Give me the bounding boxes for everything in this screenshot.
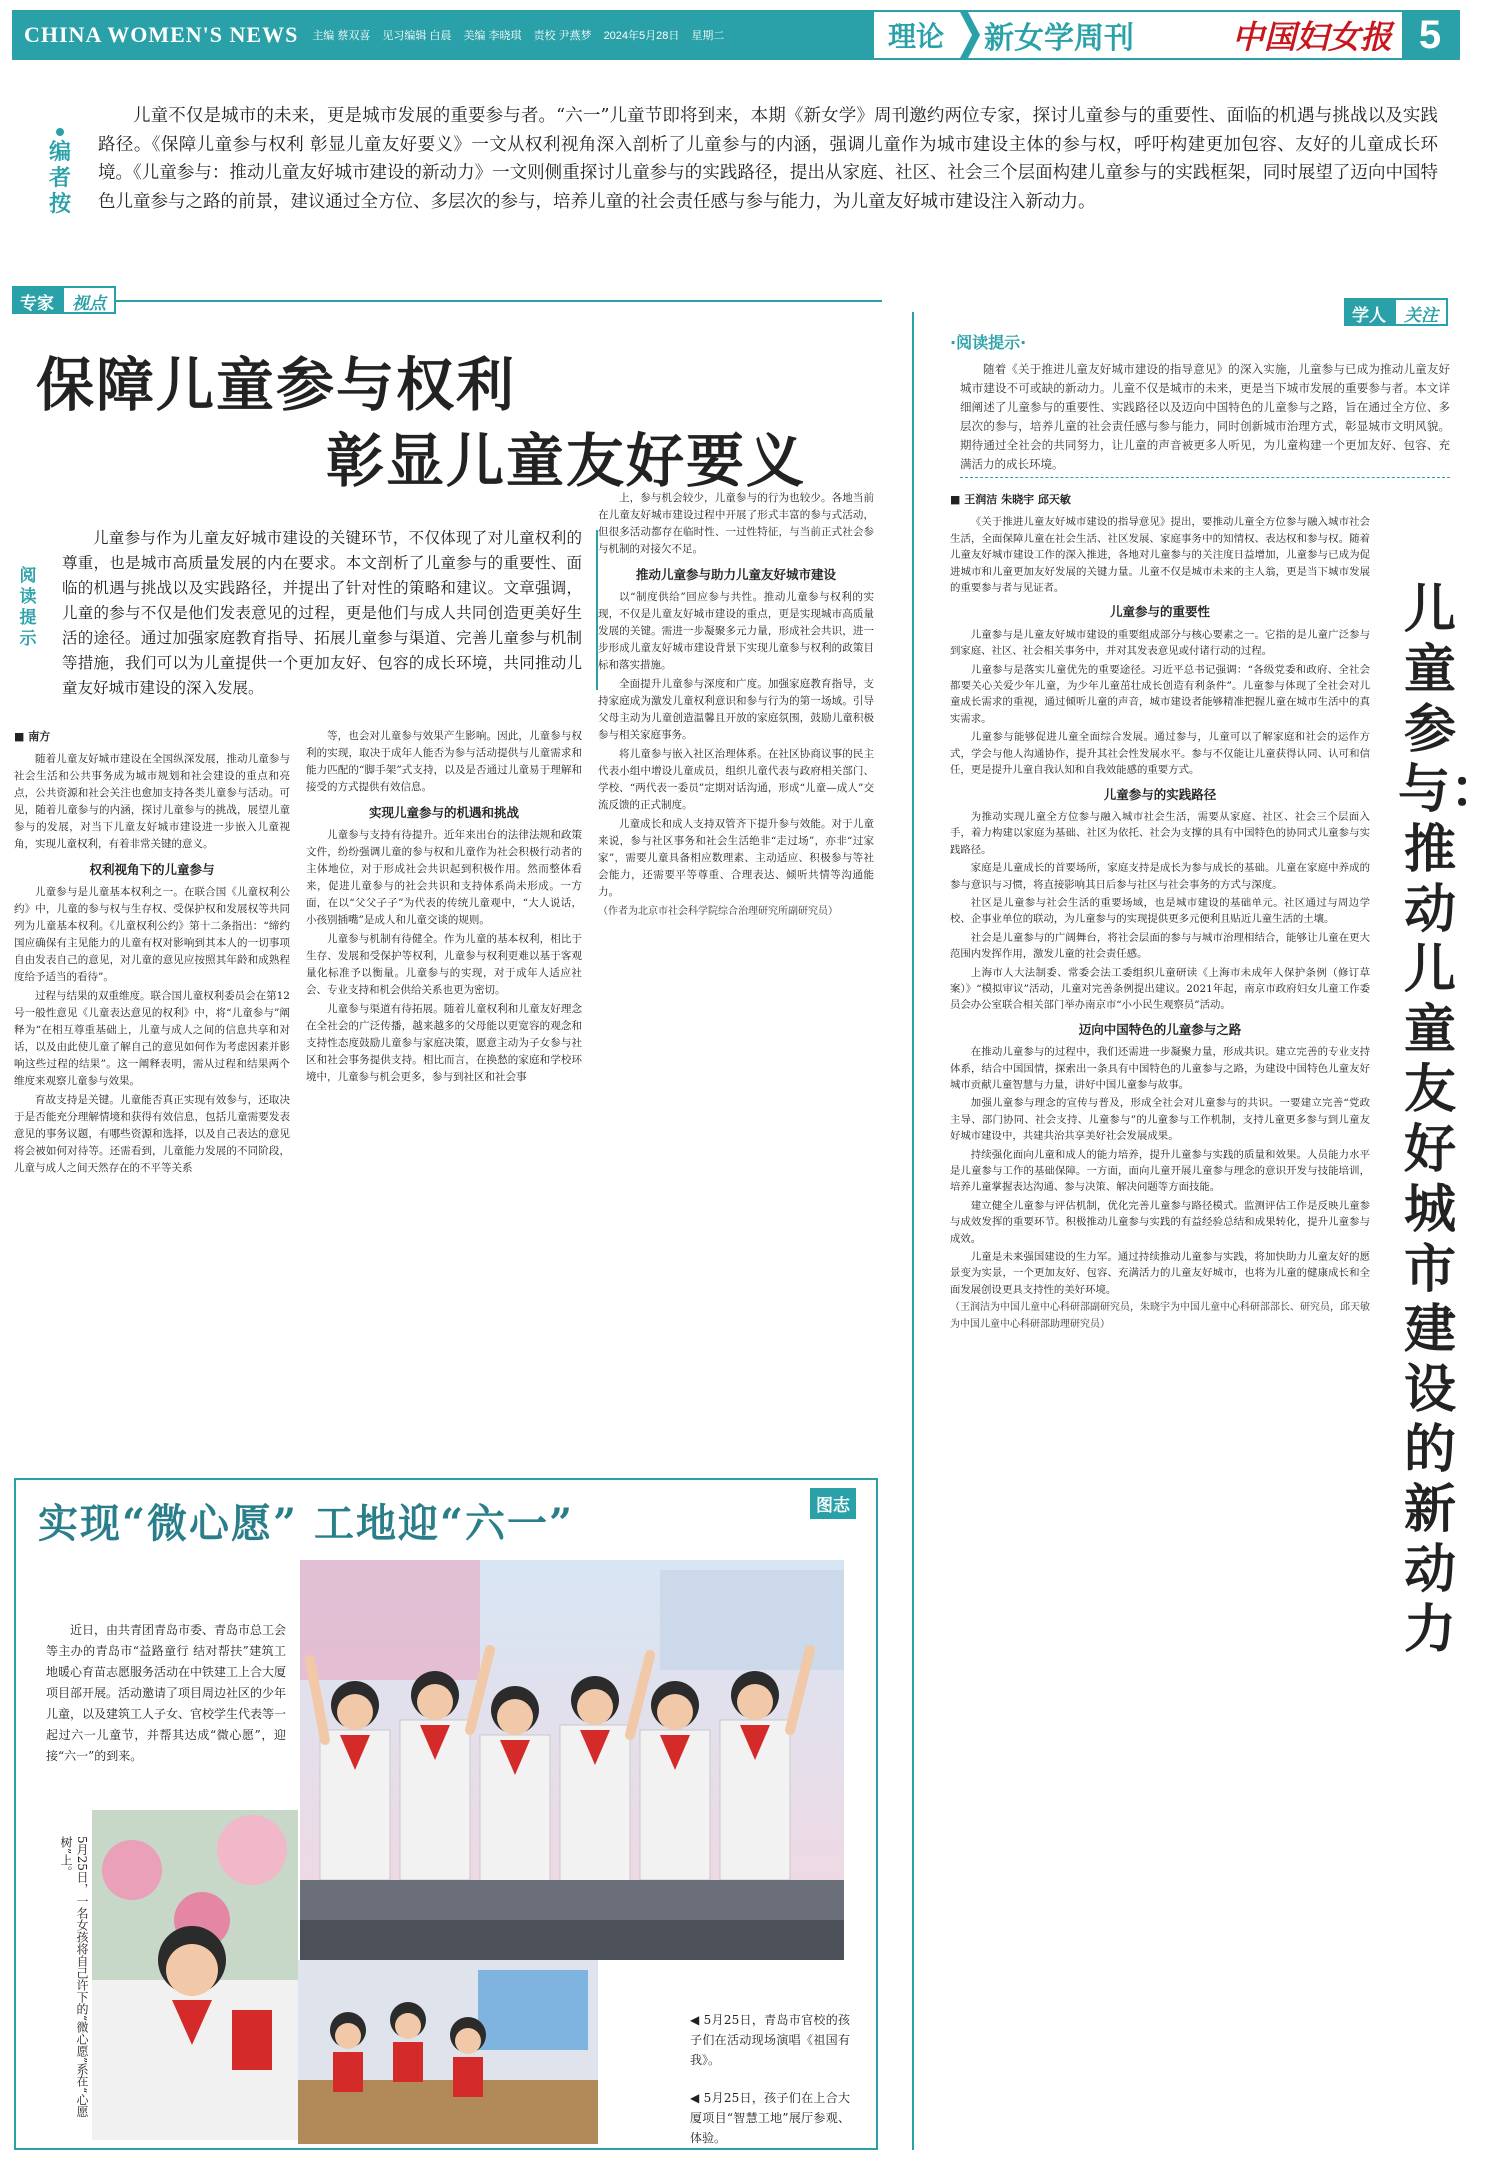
- paragraph: 育故支持是关键。儿童能否真正实现有效参与，还取决于是否能充分理解情境和获得有效信息，包括儿童需要发表意见的事务议题，有哪些资源和选择，以及自己表达的意见将会被如何对待等。还需看到，儿童能力发展的不同阶段，儿童与成人之间天然存在的不平等关系: [14, 1094, 290, 1174]
- photo-story-tag: 图志: [810, 1488, 856, 1519]
- staff-credits: [312, 27, 724, 43]
- paragraph: 儿童参与是儿童友好城市建设的重要组成部分与核心要素之一。它指的是儿童广泛参与到家庭、社区、社会相关事务中，并对其发表意见或付诸行动的过程。: [950, 628, 1370, 658]
- subheading: 权利视角下的儿童参与: [89, 862, 215, 877]
- editors-note-tag: 编者按: [48, 140, 71, 217]
- article1-col1: [14, 728, 290, 1179]
- article2-guide: 随着《关于推进儿童友好城市建设的指导意见》的深入实施，儿童参与已成为推动儿童友好城市建设不可或缺的新动力。儿童不仅是城市的未来，更是当下城市发展的重要参与者。本文详细阐述了儿童参与的重要性、实践路径以及迈向中国特色的儿童参与之路，旨在通过全方位、多层次的参与，培养儿童的社会责任感与参与能力，同时创新城市治理方式，彰显城市文明风貌。期待通过全社会的共同努力，让儿童的声音被更多人听见，为儿童构建一个更加友好、包容、充满活力的成长环境。: [960, 362, 1450, 471]
- subheading: 实现儿童参与的机遇和挑战: [368, 805, 519, 820]
- caption-wish: 5月25日，一名女孩将自己许下的“微心愿”系在“心愿树”上。: [59, 1836, 89, 2118]
- paragraph: 建立健全儿童参与评估机制，优化完善儿童参与路径模式。监测评估工作是反映儿童参与成效发挥的重要环节。积极推动儿童参与实践的有益经验总结和成果转化，提升儿童参与成效。: [950, 1199, 1370, 1245]
- subheading: 迈向中国特色的儿童参与之路: [1078, 1021, 1242, 1037]
- issue-date: 2024年5月28日: [603, 30, 680, 42]
- label-part-b: 视点: [62, 286, 116, 314]
- paragraph: 全面提升儿童参与深度和广度。加强家庭教育指导，支持家庭成为激发儿童权利意识和参与行为的第一场域。引导父母主动为儿童创造温馨且开放的家庭氛围，鼓励儿童积极参与相关家庭事务。: [598, 678, 874, 741]
- label-part-b: 关注: [1394, 298, 1448, 326]
- page-number: 5: [1402, 12, 1458, 58]
- paragraph: 过程与结果的双重维度。联合国儿童权利委员会在第12号一般性意见《儿童表达意见的权利》中，将“儿童参与”阐释为“在相互尊重基础上，儿童与成人之间的信息共享和对话，以及由此使儿童了解自己的意见如何作为考虑因素并影响这些过程的结果”。这一阐释表明，需从过程和结果两个维度来观察儿童参与效果。: [14, 990, 290, 1087]
- paragraph: 儿童参与是落实儿童优先的重要途径。习近平总书记强调：“各级党委和政府、全社会都要关心关爱少年儿童，为少年儿童茁壮成长创造有利条件”。儿童参与体现了全社会对儿童成长需求的重视，通过倾听儿童的声音，城市建设者能够精准把握儿童在城市生活中的真实需求。: [950, 663, 1370, 725]
- photo-story-title: 实现“微心愿” 工地迎“六一”: [38, 1500, 574, 1547]
- byline: ■ 南方: [14, 730, 51, 743]
- wish-tree-illustration: [92, 1810, 298, 2140]
- dot-icon: [56, 128, 64, 136]
- article1-guide: 儿童参与作为儿童友好城市建设的关键环节，不仅体现了对儿童权利的尊重，也是城市高质量发展的内在要求。本文剖析了儿童参与的重要性、面临的机遇与挑战以及实践路径，并提出了针对性的策略和建议。文章强调，儿童的参与不仅是他们发表意见的过程，更是他们与成人共同创造更美好生活的途径。通过加强家庭教育指导、拓展儿童参与渠道、完善儿童参与机制等措施，我们可以为儿童提供一个更加友好、包容的成长环境，共同推动儿童友好城市建设的深入发展。: [62, 529, 582, 697]
- masthead-right: [874, 12, 1402, 58]
- article2-title: 儿童参与：推动儿童友好城市建设的新动力: [1398, 579, 1502, 1660]
- paragraph: 儿童参与渠道有待拓展。随着儿童权利和儿童友好理念在全社会的广泛传播，越来越多的父母能以更宽容的观念和支持性态度鼓励儿童参与家庭决策，愿意主动为子女参与社区和社会事务提供支持。相比而言，在换愁的家庭和学校环境中，儿童参与机会更多，参与到社区和社会事: [306, 1003, 582, 1083]
- author-note: （王润洁为中国儿童中心科研部副研究员，朱晓宇为中国儿童中心科研部部长、研究员，邱天敏为中国儿童中心科研部助理研究员）: [950, 1302, 1370, 1330]
- byline: ■ 王润洁 朱晓宇 邱天敏: [950, 493, 1071, 506]
- exhibition-photo: [298, 1960, 598, 2144]
- triangle-icon: ◀: [690, 2091, 704, 2105]
- paragraph: 社区是儿童参与社会生活的重要场域，也是城市建设的基础单元。社区通过与周边学校、企事业单位的联动，为儿童参与的实现提供更多元便利且贴近儿童生活的土壤。: [950, 896, 1370, 926]
- wish-tree-photo: [92, 1810, 298, 2140]
- children-singing-illustration: [300, 1560, 844, 1960]
- section-divider: [12, 300, 882, 302]
- paragraph: 将儿童参与嵌入社区治理体系。在社区协商议事的民主代表小组中增设儿童成员，组织儿童代表与政府相关部门、学校、“两代表一委员”定期对话沟通，形成“儿童—成人”交流反馈的正式制度。: [598, 748, 874, 811]
- label-part-a: 学人: [1344, 298, 1394, 326]
- paragraph: 持续强化面向儿童和成人的能力培养，提升儿童参与实践的质量和效果。人员能力水平是儿童参与工作的基础保障。一方面，面向儿童开展儿童参与理念的意识开发与技能培训，培养儿童掌握表达沟通、参与决策、解决问题等方面技能。: [950, 1148, 1370, 1194]
- paragraph: 为推动实现儿童全方位参与融入城市社会生活，需要从家庭、社区、社会三个层面入手，着力构建以家庭为基础、社区为依托、社会为支撑的具有中国特色的协同式儿童参与实践路径。: [950, 810, 1370, 856]
- article1-title-line2: 彰显儿童友好要义: [326, 427, 807, 495]
- article1-title-line1: 保障儿童参与权利: [36, 351, 517, 419]
- paragraph: 儿童参与机制有待健全。作为儿童的基本权利，相比于生存、发展和受保护等权利，儿童参与权利更难以基于客观量化标准予以衡量。儿童参与的实现，对于成年人适应社会、专业支持和机会供给关系也更为密切。: [306, 933, 582, 996]
- paragraph: 上海市人大法制委、常委会法工委组织儿童研读《上海市未成年人保护条例（修订草案）》“模拟审议”活动，儿童对完善条例提出建议。2021年起，南京市政府妇女儿童工作委员会办公室联合相关部门举办南京市“小小民生观察员”活动。: [950, 966, 1370, 1012]
- exhibition-illustration: [298, 1960, 598, 2144]
- article1-col3: [598, 490, 874, 922]
- paragraph: 儿童是未来强国建设的生力军。通过持续推动儿童参与实践，将加快助力儿童友好的愿景变为实景，一个更加友好、包容、充满活力的儿童友好城市，也将为儿童的健康成长和全面发展创设更具支持性的美好环境。: [950, 1251, 1370, 1296]
- english-brand: CHINA WOMEN'S NEWS: [24, 22, 299, 47]
- photo-story-text: 近日，由共青团青岛市委、青岛市总工会等主办的青岛市“益路童行 结对帮扶”建筑工地暖心育苗志愿服务活动在中铁建工上合大厦项目部开展。活动邀请了项目周边社区的少年儿童，以及建筑工人子女、官校学生代表等一起过六一儿童节，并帮其达成“微心愿”，迎接“六一”的到来。: [46, 1623, 287, 1763]
- paper-logo: 中国妇女报: [1231, 18, 1392, 56]
- intern-credit: 见习编辑 白晨: [382, 30, 452, 42]
- article1-guide-tag: 阅读提示: [19, 566, 37, 649]
- paragraph: 儿童参与是儿童基本权利之一。在联合国《儿童权利公约》中，儿童的参与权与生存权、受保护权和发展权等共同列为儿童基本权利。《儿童权利公约》第十二条指出：“缔约国应确保有主见能力的儿童有权对影响到其本人的一切事项自由发表自己的意见，对儿童的意见应按照其年龄和成熟程度给予适当的看待”。: [14, 886, 290, 983]
- editors-note-text: 儿童不仅是城市的未来，更是城市发展的重要参与者。“六一”儿童节即将到来，本期《新女学》周刊邀约两位专家，探讨儿童参与的重要性、面临的机遇与挑战以及实践路径。《保障儿童参与权利 彰显儿童友好要义》一文从权利视角深入剖析了儿童参与的内涵，强调儿童作为城市建设主体的参与权，呼吁构建更加包容、友好的儿童成长环境。《儿童参与：推动儿童友好城市建设的新动力》一文则侧重探讨儿童参与的实践路径，提出从家庭、社区、社会三个层面构建儿童参与的实践框架，同时展望了迈向中国特色儿童参与之路的前景，建议通过全方位、多层次的参与，培养儿童的社会责任感与参与能力，为儿童友好城市建设注入新动力。: [98, 106, 1438, 212]
- paragraph: 社会是儿童参与的广阔舞台，将社会层面的参与与城市治理相结合，能够让儿童在更大范围内发挥作用，激发儿童的社会责任感。: [950, 931, 1370, 961]
- subheading: 推动儿童参与助力儿童友好城市建设: [635, 567, 836, 582]
- paragraph: 儿童参与支持有待提升。近年来出台的法律法规和政策文件，纷纷强调儿童的参与权和儿童作为社会积极行动者的主体地位，对于形成社会共识起到积极作用。然而整体看来，促进儿童参与的社会共识和支持体系尚未形成。一方面，在以“父父子子”为代表的传统儿童观中，“大人说话，小孩别插嘴”是成人和儿童交谈的规则。: [306, 829, 582, 926]
- paragraph: 儿童参与能够促进儿童全面综合发展。通过参与，儿童可以了解家庭和社会的运作方式，学会与他人沟通协作，提升其社会性发展水平。参与不仅能让儿童获得认同、认可和信任，更是提升儿童自我认知和自我效能感的重要方式。: [950, 731, 1370, 777]
- paragraph: 儿童成长和成人支持双管齐下提升参与效能。对于儿童来说，参与社区事务和社会生活绝非“走过场”，亦非“过家家”，需要儿童具备相应数理素、主动适应、积极参与等社会能力，还需要平等尊重、合理表达、倾听共情等沟通能力。: [598, 818, 874, 898]
- caption-text: 5月25日，青岛市官校的孩子们在活动现场演唱《祖国有我》。: [690, 2013, 851, 2067]
- dashed-divider: [960, 477, 1450, 478]
- caption-text: 5月25日，孩子们在上合大厦项目“智慧工地”展厅参观、体验。: [690, 2091, 851, 2145]
- label-part-a: 专家: [12, 286, 62, 314]
- main-photo: [300, 1560, 844, 1960]
- paragraph: 加强儿童参与理念的宣传与普及，形成全社会对儿童参与的共识。一要建立完善“党政主导、部门协同、社会支持、儿童参与”的儿童参与工作机制，支持儿童更多参与到儿童友好城市建设中，共建共治共享美好社会发展成果。: [950, 1097, 1370, 1143]
- designer-credit: 美编 李晓琪: [463, 30, 522, 42]
- chevron-icon: [960, 12, 980, 58]
- section-category: 理论: [888, 20, 945, 53]
- paragraph: 等，也会对儿童参与效果产生影响。因此，儿童参与权利的实现，取决于成年人能否为参与活动提供与儿童需求和能力匹配的“脚手架”式支持，以及是否通过儿童易于理解和接受的方式提供有效信息。: [306, 730, 582, 793]
- subheading: 儿童参与的实践路径: [1103, 786, 1217, 802]
- weekly-title: 新女学周刊: [984, 21, 1135, 56]
- caption-exhibition: [690, 2088, 850, 2148]
- issue-weekday: 星期二: [691, 30, 725, 42]
- subheading: 儿童参与的重要性: [1109, 604, 1210, 620]
- author-note: （作者为北京市社会科学院综合治理研究所副研究员）: [598, 906, 838, 917]
- caption-singing: [690, 2010, 850, 2070]
- article2-body: [950, 492, 1370, 1335]
- paragraph: 在推动儿童参与的过程中，我们还需进一步凝聚力量，形成共识。建立完善的专业支持体系，结合中国国情，探索出一条具有中国特色的儿童参与之路，为建设中国特色儿童友好城市贡献儿童智慧与力量，讲好中国儿童参与故事。: [950, 1046, 1370, 1091]
- paragraph: 《关于推进儿童友好城市建设的指导意见》提出，要推动儿童全方位参与融入城市社会生活，全面保障儿童在社会生活、社区发展、家庭事务中的知情权、表达权和参与权。随着儿童友好城市建设工作的深入推进，各地对儿童参与的关注度日益增加，儿童参与已成为促进城市和儿童更加友好发展的关键力量。儿童不仅是城市未来的主人翁，更是当下城市发展的重要参与者与见证者。: [950, 516, 1370, 595]
- article1-col2: [306, 728, 582, 1088]
- triangle-icon: ◀: [690, 2013, 704, 2027]
- proof-credit: 责校 尹燕梦: [533, 30, 592, 42]
- paragraph: 家庭是儿童成长的首要场所，家庭支持是成长为参与成长的基础。儿童在家庭中养成的参与意识与习惯，将直接影响其日后参与社区与社会事务的方式与深度。: [950, 862, 1370, 891]
- paragraph: 随着儿童友好城市建设在全国纵深发展，推动儿童参与社会生活和公共事务成为城市规划和社会建设的重点和亮点，公共资源和社会关注也愈加支持各类儿童参与活动。可见，随着儿童参与的内涵，探讨儿童参与的挑战，展望儿童参与的发展，对当下儿童友好城市建设进一步嵌入儿童视角，实现儿童权利，有着非常关键的意义。: [14, 753, 290, 850]
- paragraph: 上，参与机会较少，儿童参与的行为也较少。各地当前在儿童友好城市建设过程中开展了形式丰富的参与式活动，但很多活动都存在临时性、一过性特征，与当前正式社会参与机制的对接欠不足。: [598, 492, 874, 555]
- masthead-left: [14, 12, 874, 58]
- expert-view-label: [12, 286, 116, 314]
- paragraph: 以“制度供给”回应参与共性。推动儿童参与权利的实现，不仅是儿童友好城市建设的重点，更是实现城市高质量发展的关键。需进一步凝聚多元力量，形成社会共识，进一步形成儿童友好城市建设背景下实现儿童参与权利的政策目标和落实措施。: [598, 591, 874, 671]
- editor-credit: 主编 蔡双喜: [312, 30, 371, 42]
- article2-guide-tag: ·阅读提示·: [950, 333, 1027, 352]
- masthead: [12, 10, 1460, 60]
